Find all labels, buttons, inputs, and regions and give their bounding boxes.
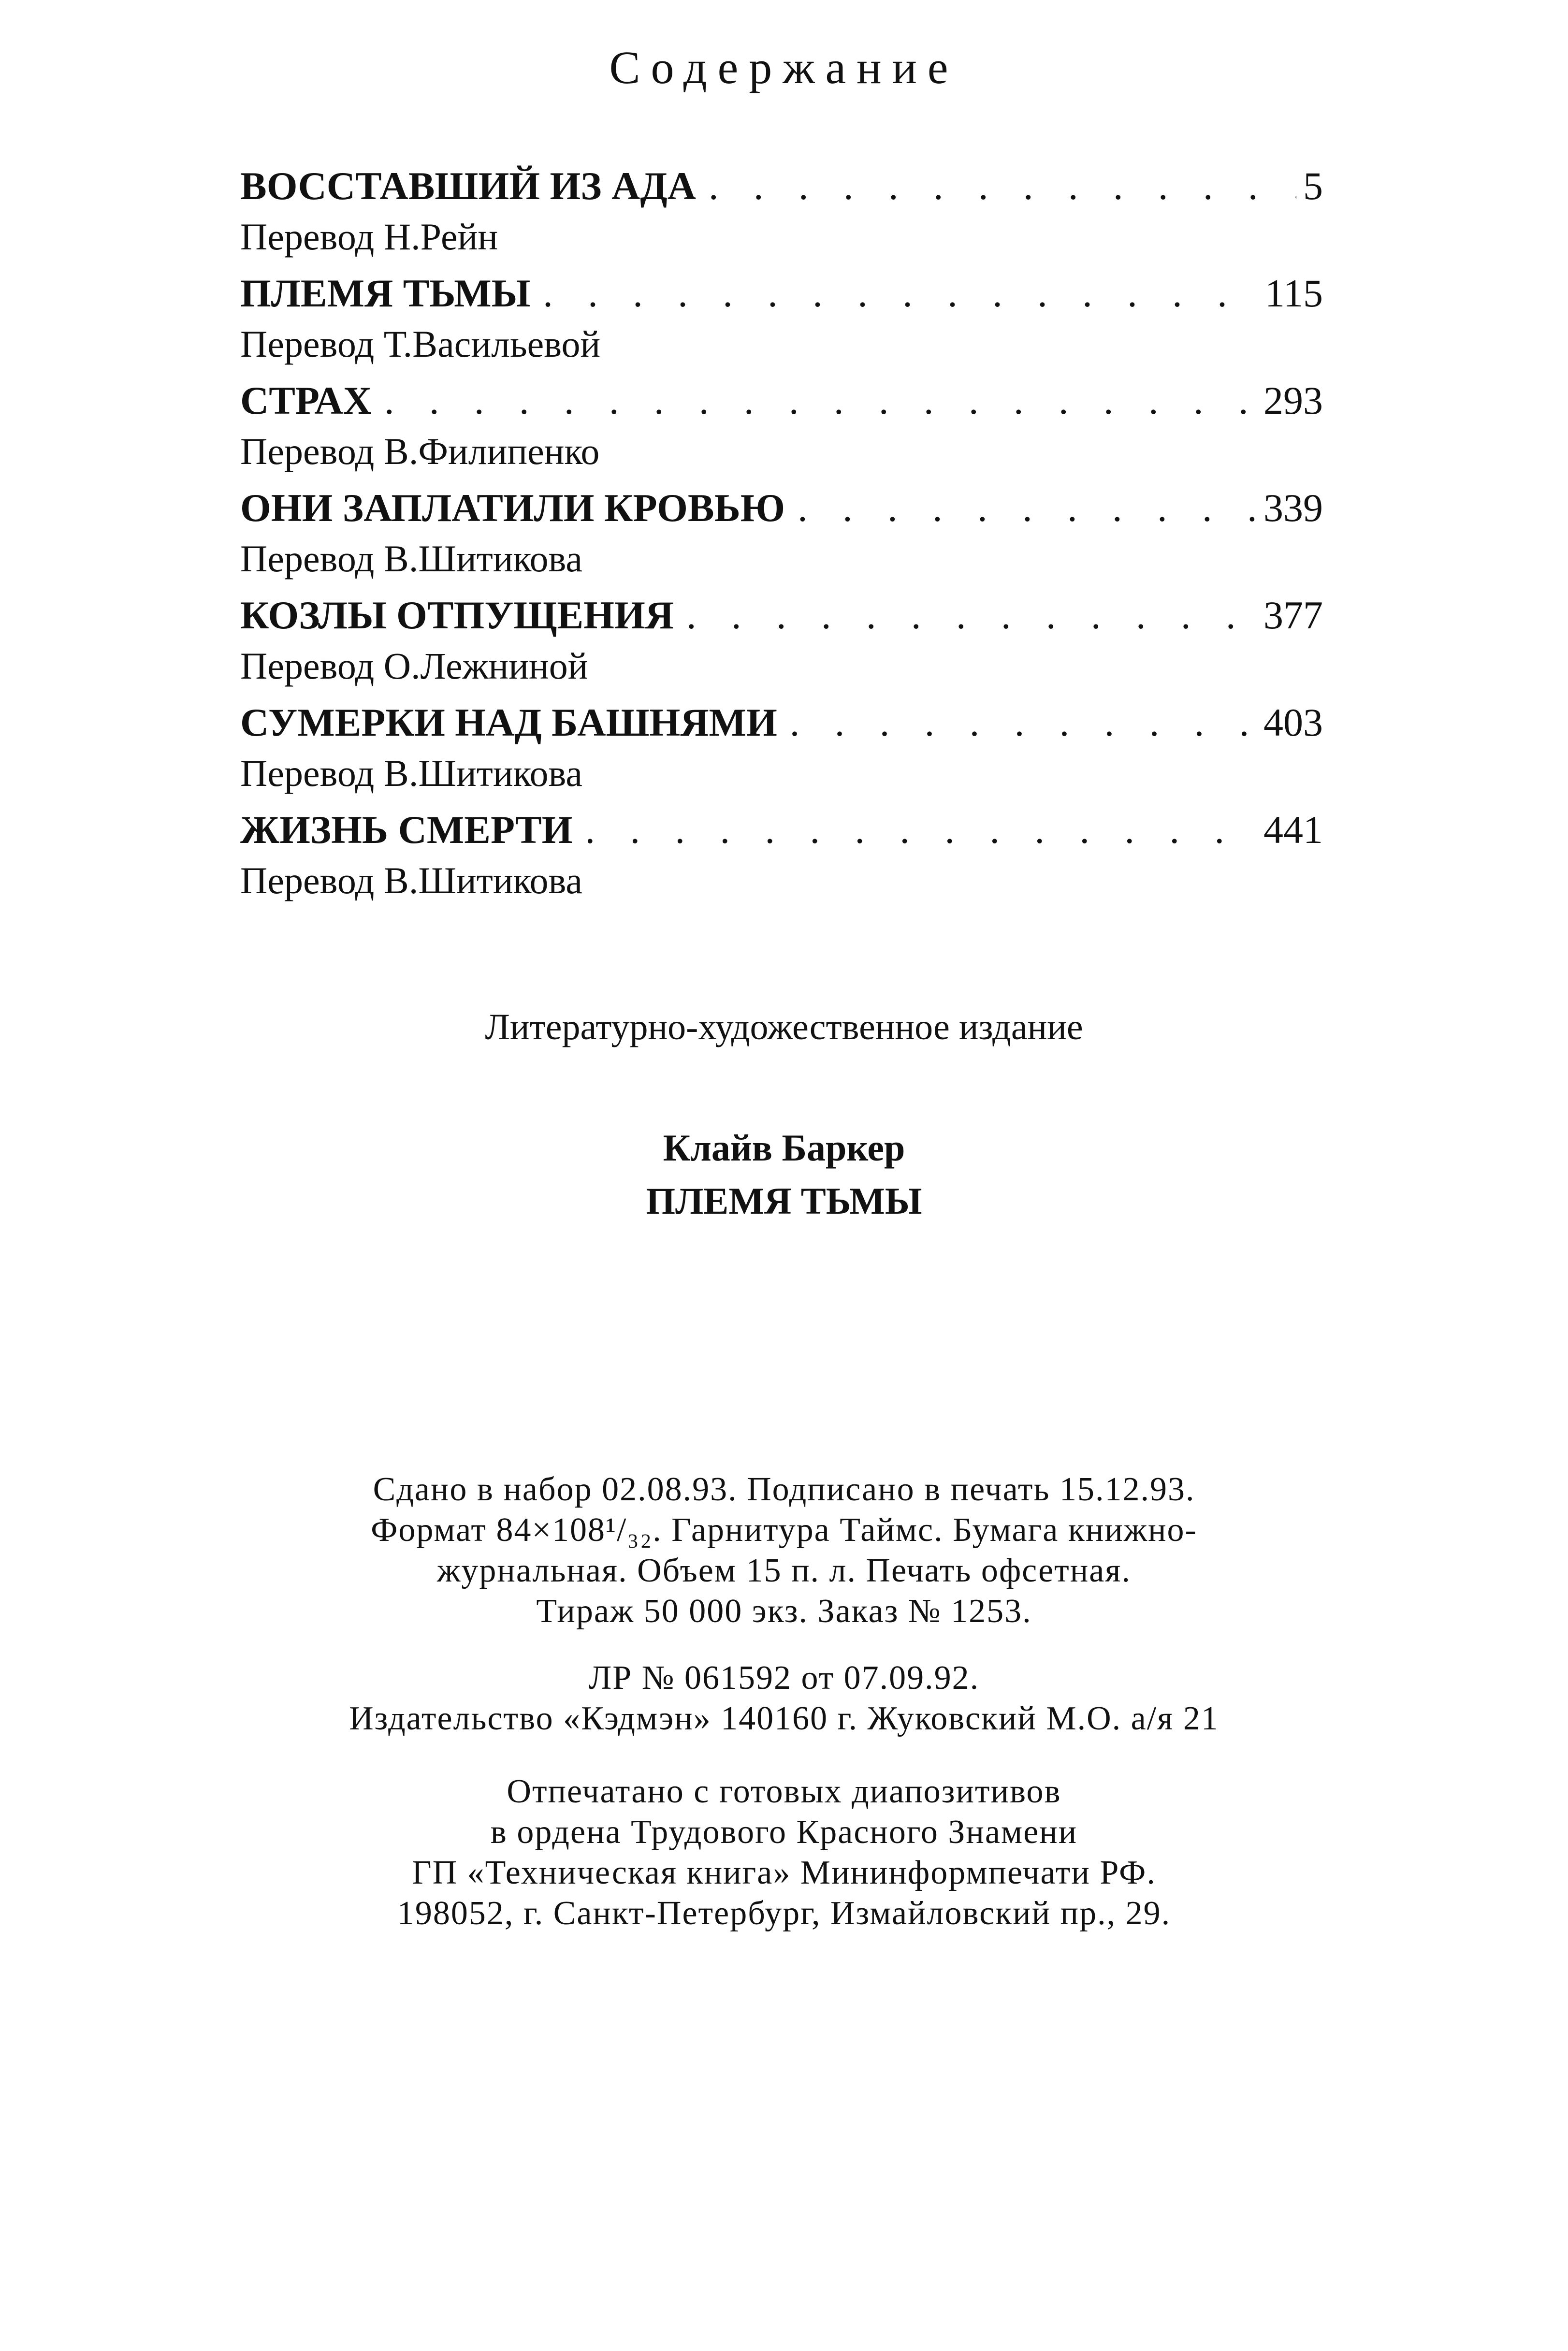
imprint-line: в ордена Трудового Красного Знамени bbox=[490, 1814, 1078, 1851]
toc-title: ПЛЕМЯ ТЬМЫ bbox=[240, 271, 531, 315]
imprint-line: Формат 84×108¹/₃₂. Гарнитура Таймс. Бумага книжно- bbox=[371, 1511, 1197, 1549]
imprint-line: ЛР № 061592 от 07.09.92. bbox=[588, 1659, 980, 1697]
toc-translator: Перевод В.Шитикова bbox=[240, 537, 582, 580]
toc-line bbox=[240, 267, 1323, 320]
imprint-line: Отпечатано с готовых диапозитивов bbox=[507, 1773, 1061, 1810]
toc-title: ЖИЗНЬ СМЕРТИ bbox=[240, 808, 573, 852]
toc-page-number: 441 bbox=[1263, 808, 1323, 852]
imprint-line: ГП «Техническая книга» Мининформпечати РФ. bbox=[412, 1854, 1156, 1891]
imprint-line: Сдано в набор 02.08.93. Подписано в печать 15.12.93. bbox=[373, 1471, 1195, 1508]
toc-translator: Перевод Н.Рейн bbox=[240, 216, 498, 258]
toc-line bbox=[240, 374, 1323, 427]
toc-entry bbox=[240, 160, 1323, 267]
imprint-publisher bbox=[0, 1658, 1568, 1739]
toc-leader-dots bbox=[790, 696, 1257, 749]
toc-leader-dots bbox=[543, 267, 1258, 320]
toc-line bbox=[240, 696, 1323, 749]
toc-page-number: 115 bbox=[1265, 271, 1323, 315]
toc-line bbox=[240, 481, 1323, 535]
toc-entry bbox=[240, 267, 1323, 374]
imprint-printer bbox=[0, 1771, 1568, 1934]
toc-translator: Перевод Т.Васильевой bbox=[240, 323, 601, 365]
toc-leader-dots bbox=[585, 803, 1257, 856]
toc-leader-dots bbox=[384, 374, 1257, 427]
imprint-line: журнальная. Объем 15 п. л. Печать офсетная. bbox=[437, 1552, 1131, 1589]
toc-page-number: 403 bbox=[1263, 700, 1323, 744]
toc-entry bbox=[240, 696, 1323, 803]
toc-leader-dots bbox=[686, 589, 1257, 642]
toc-title: КОЗЛЫ ОТПУЩЕНИЯ bbox=[240, 593, 674, 637]
toc-translator: Перевод В.Филипенко bbox=[240, 430, 600, 472]
toc-line bbox=[240, 160, 1323, 213]
toc-page-number: 339 bbox=[1263, 486, 1323, 530]
edition-type: Литературно-художественное издание bbox=[485, 1007, 1083, 1047]
toc-entry bbox=[240, 803, 1323, 911]
toc-page-number: 5 bbox=[1303, 164, 1323, 208]
page-title: Содержание bbox=[609, 42, 959, 93]
imprint-print-details bbox=[0, 1469, 1568, 1632]
toc-entry bbox=[240, 481, 1323, 589]
toc-page-number: 293 bbox=[1263, 378, 1323, 422]
toc-entry bbox=[240, 589, 1323, 696]
toc-translator: Перевод О.Лежниной bbox=[240, 645, 588, 687]
imprint-line: 198052, г. Санкт-Петербург, Измайловский пр., 29. bbox=[397, 1895, 1171, 1932]
imprint-line: Тираж 50 000 экз. Заказ № 1253. bbox=[536, 1593, 1032, 1630]
toc-translator: Перевод В.Шитикова bbox=[240, 752, 582, 794]
toc-line bbox=[240, 589, 1323, 642]
toc-entry bbox=[240, 374, 1323, 481]
book-title: ПЛЕМЯ ТЬМЫ bbox=[646, 1180, 922, 1222]
table-of-contents bbox=[240, 160, 1323, 911]
toc-leader-dots bbox=[798, 481, 1257, 535]
toc-title: СТРАХ bbox=[240, 378, 372, 422]
toc-leader-dots bbox=[709, 160, 1296, 213]
toc-title: СУМЕРКИ НАД БАШНЯМИ bbox=[240, 700, 777, 744]
book-author: Клайв Баркер bbox=[663, 1127, 905, 1169]
toc-translator: Перевод В.Шитикова bbox=[240, 859, 582, 901]
toc-page-number: 377 bbox=[1263, 593, 1323, 637]
toc-line bbox=[240, 803, 1323, 856]
toc-title: ОНИ ЗАПЛАТИЛИ КРОВЬЮ bbox=[240, 486, 785, 530]
toc-title: ВОССТАВШИЙ ИЗ АДА bbox=[240, 164, 696, 208]
imprint-line: Издательство «Кэдмэн» 140160 г. Жуковский М.О. а/я 21 bbox=[349, 1700, 1219, 1737]
